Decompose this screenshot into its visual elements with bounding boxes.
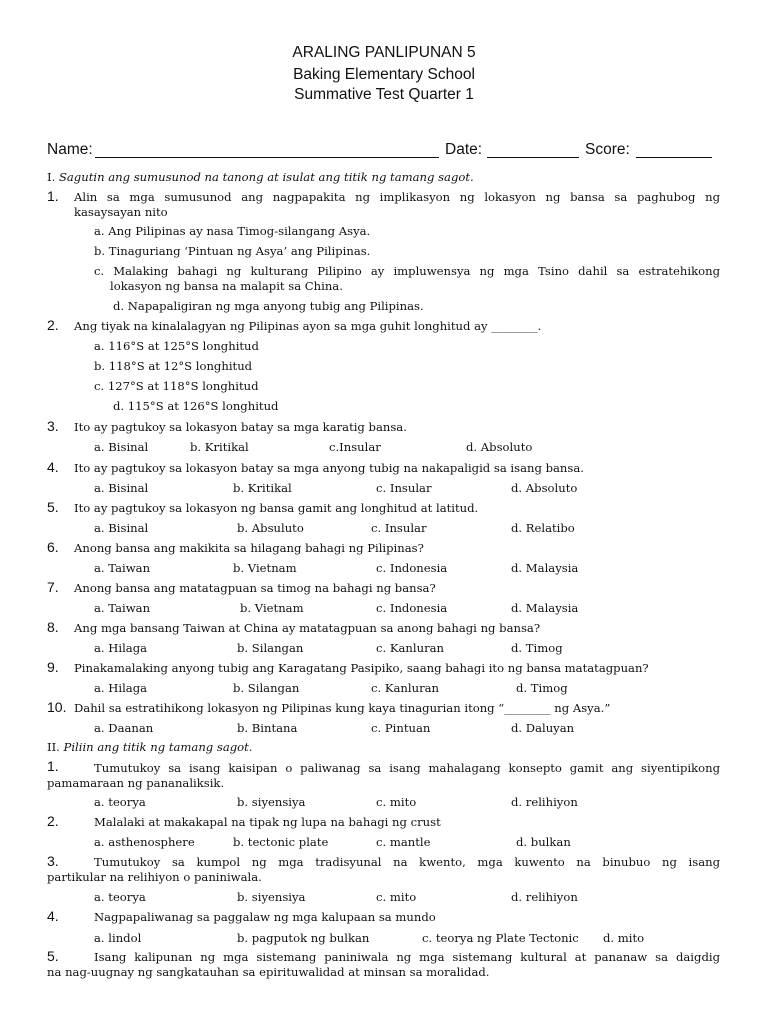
choice-a: a. Bisinal <box>94 521 149 535</box>
choice-b: b. 118°S at 12°S longhitud <box>94 359 253 373</box>
choice-c: c.Insular <box>329 440 381 454</box>
question-text-cont: partikular na relihiyon o paniniwala. <box>47 870 262 884</box>
choice-a: a. Hilaga <box>94 681 148 695</box>
choice-b: b. pagputok ng bulkan <box>237 931 370 945</box>
choice-d: d. Timog <box>516 681 568 695</box>
choice-b: b. Vietnam <box>240 601 304 615</box>
question-number: 9. <box>47 659 59 675</box>
choice-a: a. 116°S at 125°S longhitud <box>94 339 259 353</box>
question-text: Dahil sa estratihikong lokasyon ng Pilipinas kung kaya tinagurian itong “________ ng Asya.” <box>74 701 611 715</box>
question-text: Nagpapaliwanag sa paggalaw ng mga kalupaan sa mundo <box>94 910 436 924</box>
question-text: Ito ay pagtukoy sa lokasyon batay sa mga karatig bansa. <box>74 420 407 434</box>
question-number: 2. <box>47 317 59 333</box>
question-number: 2. <box>47 813 59 829</box>
name-label: Name: <box>47 141 93 158</box>
question-text: Ang mga bansang Taiwan at China ay matatagpuan sa anong bahagi ng bansa? <box>74 621 541 635</box>
question-text-cont: pamamaraan ng pananaliksik. <box>47 776 225 790</box>
question-number: 4. <box>47 459 59 475</box>
choice-b: b. Vietnam <box>233 561 297 575</box>
choice-c-cont: lokasyon ng bansa na malapit sa China. <box>110 279 343 293</box>
choice-c: c. Insular <box>376 481 432 495</box>
question-text: Anong bansa ang matatagpuan sa timog na bahagi ng bansa? <box>74 581 436 595</box>
score-label: Score: <box>585 141 630 158</box>
choice-d: d. Relatibo <box>511 521 575 535</box>
question-number: 8. <box>47 619 59 635</box>
choice-c: c. Kanluran <box>376 641 445 655</box>
choice-c: c. Insular <box>371 521 427 535</box>
choice-c: c. mantle <box>376 835 431 849</box>
part1-instruction: I. Sagutin ang sumusunod na tanong at isulat ang titik ng tamang sagot. <box>47 170 474 184</box>
question-number: 6. <box>47 539 59 555</box>
choice-b: b. Kritikal <box>233 481 292 495</box>
choice-b: b. siyensiya <box>237 890 306 904</box>
choice-d: d. 115°S at 126°S longhitud <box>113 399 279 413</box>
choice-b: b. Silangan <box>237 641 304 655</box>
choice-d: d. Timog <box>511 641 563 655</box>
choice-c: c. Kanluran <box>371 681 440 695</box>
question-number: 5. <box>47 948 59 964</box>
choice-a: a. teorya <box>94 890 146 904</box>
choice-d: d. bulkan <box>516 835 571 849</box>
choice-b: b. Kritikal <box>190 440 249 454</box>
choice-b: b. Bintana <box>237 721 298 735</box>
question-text: Ito ay pagtukoy sa lokasyon ng bansa gamit ang longhitud at latitud. <box>74 501 479 515</box>
test-title: Summative Test Quarter 1 <box>294 86 474 103</box>
question-text: Malalaki at makakapal na tipak ng lupa na bahagi ng crust <box>94 815 441 829</box>
question-text-cont: na nag-uugnay ng sangkatauhan sa epirituwalidad at minsan sa moralidad. <box>47 965 490 979</box>
question-text: Isang kalipunan ng mga sistemang paniniwala ng mga sistemang kultural at pananaw sa daigdig <box>94 950 720 964</box>
choice-d: d. Daluyan <box>511 721 575 735</box>
question-number: 3. <box>47 418 59 434</box>
choice-d: d. Absoluto <box>466 440 533 454</box>
choice-d: d. Napapaligiran ng mga anyong tubig ang Pilipinas. <box>113 299 424 313</box>
school-name: Baking Elementary School <box>293 66 475 83</box>
choice-b: b. Silangan <box>233 681 300 695</box>
question-text: Ang tiyak na kinalalagyan ng Pilipinas ayon sa mga guhit longhitud ay ________. <box>74 319 542 333</box>
choice-a: a. lindol <box>94 931 142 945</box>
question-number: 1. <box>47 758 59 774</box>
choice-c: c. Indonesia <box>376 601 448 615</box>
question-number: 5. <box>47 499 59 515</box>
question-text: Ito ay pagtukoy sa lokasyon batay sa mga anyong tubig na nakapaligid sa isang bansa. <box>74 461 584 475</box>
question-text-cont: kasaysayan nito <box>74 205 168 219</box>
choice-c: c. Malaking bahagi ng kulturang Pilipino ay impluwensya ng mga Tsino dahil sa estratehikong <box>94 264 720 278</box>
score-field[interactable] <box>636 157 712 158</box>
choice-c: c. Indonesia <box>376 561 448 575</box>
choice-a: a. Bisinal <box>94 481 149 495</box>
choice-c: c. mito <box>376 795 417 809</box>
subject-title: ARALING PANLIPUNAN 5 <box>292 44 476 61</box>
question-text: Tumutukoy sa kumpol ng mga tradisyunal na kwento, mga kuwento na binubuo ng isang <box>94 855 720 869</box>
choice-c: c. teorya ng Plate Tectonic <box>422 931 579 945</box>
question-number: 10. <box>47 699 67 715</box>
choice-d: d. Absoluto <box>511 481 578 495</box>
choice-b: b. Tinaguriang ‘Pintuan ng Asya’ ang Pilipinas. <box>94 244 371 258</box>
choice-a: a. asthenosphere <box>94 835 195 849</box>
choice-a: a. Ang Pilipinas ay nasa Timog-silangang Asya. <box>94 224 371 238</box>
question-number: 7. <box>47 579 59 595</box>
choice-b: b. Absuluto <box>237 521 304 535</box>
question-text: Tumutukoy sa isang kaisipan o paliwanag sa isang mahalagang konsepto gamit ang siyentipikong <box>94 761 720 775</box>
choice-c: c. mito <box>376 890 417 904</box>
question-text: Anong bansa ang makikita sa hilagang bahagi ng Pilipinas? <box>74 541 424 555</box>
question-text: Alin sa mga sumusunod ang nagpapakita ng implikasyon ng lokasyon ng bansa sa paghubog ng <box>74 190 720 204</box>
choice-a: a. Bisinal <box>94 440 149 454</box>
question-text: Pinakamalaking anyong tubig ang Karagatang Pasipiko, saang bahagi ito ng bansa matatagpuan? <box>74 661 649 675</box>
choice-b: b. siyensiya <box>237 795 306 809</box>
question-number: 4. <box>47 908 59 924</box>
question-number: 1. <box>47 188 59 204</box>
choice-c: c. Pintuan <box>371 721 431 735</box>
choice-a: a. Hilaga <box>94 641 148 655</box>
choice-d: d. Malaysia <box>511 601 579 615</box>
choice-d: d. Malaysia <box>511 561 579 575</box>
choice-a: a. Taiwan <box>94 601 151 615</box>
choice-a: a. Daanan <box>94 721 154 735</box>
date-field[interactable] <box>487 157 579 158</box>
question-number: 3. <box>47 853 59 869</box>
choice-b: b. tectonic plate <box>233 835 329 849</box>
part2-instruction: II. Piliin ang titik ng tamang sagot. <box>47 740 253 754</box>
date-label: Date: <box>445 141 483 158</box>
choice-c: c. 127°S at 118°S longhitud <box>94 379 259 393</box>
choice-a: a. Taiwan <box>94 561 151 575</box>
choice-d: d. mito <box>603 931 645 945</box>
choice-d: d. relihiyon <box>511 890 578 904</box>
choice-a: a. teorya <box>94 795 146 809</box>
name-field[interactable] <box>95 157 439 158</box>
choice-d: d. relihiyon <box>511 795 578 809</box>
